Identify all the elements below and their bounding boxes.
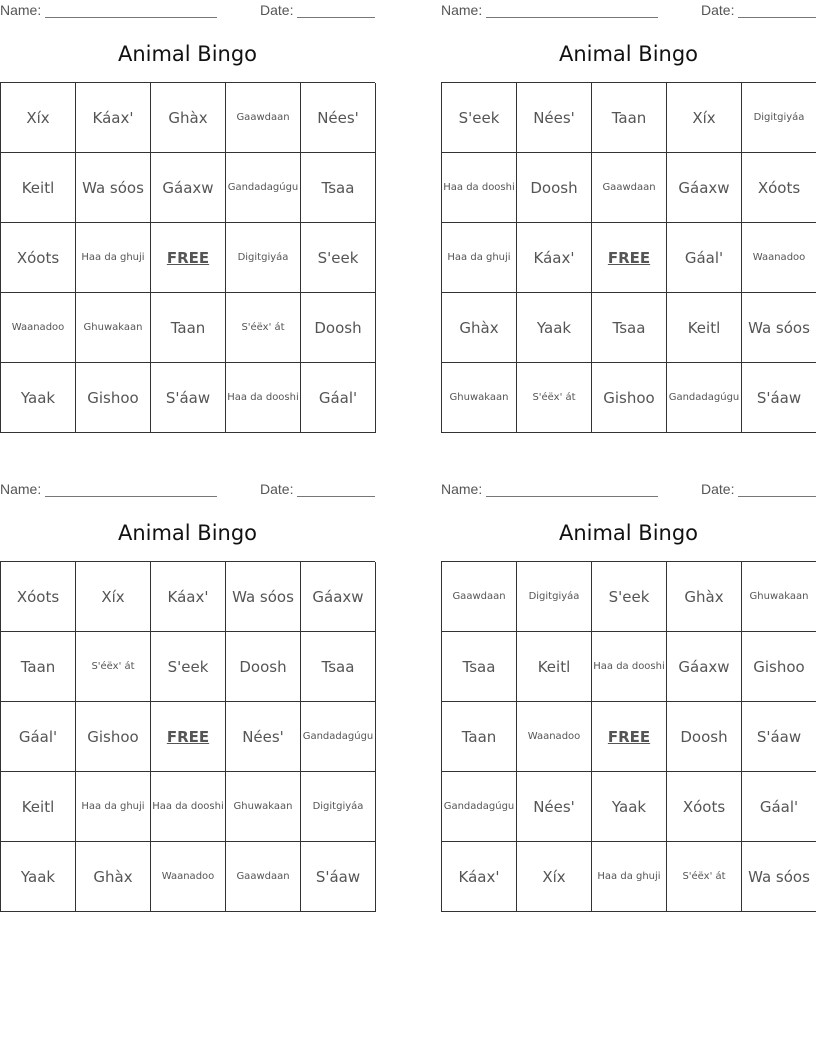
bingo-cell: Gandadagúgu (226, 153, 301, 223)
bingo-cell: Wa sóos (742, 293, 816, 363)
bingo-cell: Digitgiyáa (742, 83, 816, 153)
bingo-cell: Waanadoo (517, 702, 592, 772)
bingo-cell: Haa da dooshi (592, 632, 667, 702)
bingo-cell: Xóots (742, 153, 816, 223)
bingo-cell: Yaak (517, 293, 592, 363)
name-field (0, 2, 217, 18)
bingo-cell: Nées' (226, 702, 301, 772)
bingo-card (441, 0, 816, 440)
bingo-cell: S'éëx' át (667, 842, 742, 912)
bingo-cell: Digitgiyáa (301, 772, 376, 842)
bingo-cell: S'áaw (742, 363, 816, 433)
bingo-cell: Waanadoo (1, 293, 76, 363)
bingo-cell: Xóots (667, 772, 742, 842)
bingo-card (0, 0, 375, 440)
name-label: Name: (0, 481, 42, 497)
card-title: Animal Bingo (558, 42, 699, 66)
name-label: Name: (441, 2, 483, 18)
name-line (45, 3, 217, 18)
bingo-cell: Gáaxw (667, 632, 742, 702)
bingo-cell: Wa sóos (226, 562, 301, 632)
date-label: Date: (701, 481, 735, 497)
bingo-cell: Nées' (301, 83, 376, 153)
bingo-cell: Xóots (1, 223, 76, 293)
bingo-cell: Xóots (1, 562, 76, 632)
date-line (738, 482, 816, 497)
name-field (0, 481, 217, 497)
bingo-cell: Digitgiyáa (226, 223, 301, 293)
bingo-cell: Gáaxw (151, 153, 226, 223)
bingo-cell: Keitl (517, 632, 592, 702)
bingo-cell: Káax' (442, 842, 517, 912)
date-label: Date: (260, 481, 294, 497)
bingo-cell: Ghàx (442, 293, 517, 363)
bingo-cell: Keitl (667, 293, 742, 363)
bingo-card (441, 479, 816, 919)
bingo-grid (0, 561, 375, 912)
bingo-cell: Gandadagúgu (442, 772, 517, 842)
bingo-cell: Taan (151, 293, 226, 363)
name-line (45, 482, 217, 497)
date-field (260, 481, 375, 497)
bingo-cell: S'éëx' át (76, 632, 151, 702)
bingo-cell: Haa da ghuji (442, 223, 517, 293)
free-space: FREE (151, 223, 226, 293)
bingo-cell: Xíx (517, 842, 592, 912)
bingo-cell: Gishoo (76, 702, 151, 772)
bingo-cell: Gishoo (76, 363, 151, 433)
bingo-cell: Ghuwakaan (742, 562, 816, 632)
card-header (0, 481, 376, 499)
bingo-cell: Ghàx (151, 83, 226, 153)
date-field (701, 2, 816, 18)
bingo-cell: Doosh (301, 293, 376, 363)
bingo-grid (0, 82, 375, 433)
bingo-cell: S'éëx' át (226, 293, 301, 363)
bingo-cell: S'eek (301, 223, 376, 293)
bingo-cell: S'eek (151, 632, 226, 702)
date-line (738, 3, 816, 18)
bingo-grid (441, 561, 816, 912)
bingo-cell: S'áaw (151, 363, 226, 433)
bingo-cell: Xíx (76, 562, 151, 632)
bingo-cell: Tsaa (592, 293, 667, 363)
bingo-cell: Gaawdaan (226, 83, 301, 153)
free-space: FREE (151, 702, 226, 772)
bingo-cell: Doosh (517, 153, 592, 223)
bingo-cell: S'áaw (301, 842, 376, 912)
bingo-cell: Wa sóos (742, 842, 816, 912)
bingo-cell: S'áaw (742, 702, 816, 772)
bingo-cell: Ghàx (667, 562, 742, 632)
date-line (297, 3, 375, 18)
bingo-cell: Káax' (151, 562, 226, 632)
bingo-cell: Gáal' (742, 772, 816, 842)
bingo-cell: Gáaxw (667, 153, 742, 223)
bingo-cell: Yaak (592, 772, 667, 842)
bingo-cell: Nées' (517, 83, 592, 153)
bingo-cell: Tsaa (301, 632, 376, 702)
bingo-cell: Ghuwakaan (76, 293, 151, 363)
name-line (486, 3, 658, 18)
bingo-cell: Doosh (667, 702, 742, 772)
bingo-cell: Gáaxw (301, 562, 376, 632)
card-header (0, 2, 376, 20)
card-title: Animal Bingo (117, 42, 258, 66)
bingo-cell: Taan (592, 83, 667, 153)
bingo-cell: Yaak (1, 842, 76, 912)
bingo-cell: Taan (1, 632, 76, 702)
bingo-cell: Keitl (1, 153, 76, 223)
bingo-cell: Waanadoo (151, 842, 226, 912)
bingo-cell: Waanadoo (742, 223, 816, 293)
bingo-cell: S'eek (442, 83, 517, 153)
bingo-cell: Haa da ghuji (76, 223, 151, 293)
bingo-cell: S'éëx' át (517, 363, 592, 433)
bingo-cell: Wa sóos (76, 153, 151, 223)
name-label: Name: (441, 481, 483, 497)
free-space: FREE (592, 702, 667, 772)
bingo-cell: Haa da ghuji (592, 842, 667, 912)
bingo-cell: Xíx (667, 83, 742, 153)
bingo-cell: Ghuwakaan (226, 772, 301, 842)
bingo-cell: Xíx (1, 83, 76, 153)
bingo-cell: Gishoo (742, 632, 816, 702)
bingo-cell: Taan (442, 702, 517, 772)
bingo-cell: Gandadagúgu (667, 363, 742, 433)
bingo-cell: Gandadagúgu (301, 702, 376, 772)
bingo-cell: Digitgiyáa (517, 562, 592, 632)
bingo-cell: Haa da dooshi (442, 153, 517, 223)
bingo-cell: Gaawdaan (592, 153, 667, 223)
date-line (297, 482, 375, 497)
bingo-cell: Gáal' (1, 702, 76, 772)
name-field (441, 481, 658, 497)
bingo-cell: Haa da ghuji (76, 772, 151, 842)
bingo-cell: Nées' (517, 772, 592, 842)
bingo-cell: Doosh (226, 632, 301, 702)
bingo-grid (441, 82, 816, 433)
name-label: Name: (0, 2, 42, 18)
bingo-cell: Káax' (517, 223, 592, 293)
bingo-cell: Gaawdaan (442, 562, 517, 632)
card-title: Animal Bingo (117, 521, 258, 545)
bingo-cell: Gishoo (592, 363, 667, 433)
date-label: Date: (701, 2, 735, 18)
bingo-cell: Tsaa (301, 153, 376, 223)
bingo-cell: Haa da dooshi (226, 363, 301, 433)
card-header (441, 2, 816, 20)
date-field (260, 2, 375, 18)
name-field (441, 2, 658, 18)
bingo-cell: Ghuwakaan (442, 363, 517, 433)
free-space: FREE (592, 223, 667, 293)
bingo-cell: Yaak (1, 363, 76, 433)
date-label: Date: (260, 2, 294, 18)
bingo-cell: Gáal' (667, 223, 742, 293)
bingo-cell: Ghàx (76, 842, 151, 912)
bingo-cell: Káax' (76, 83, 151, 153)
bingo-cell: Keitl (1, 772, 76, 842)
date-field (701, 481, 816, 497)
card-header (441, 481, 816, 499)
bingo-card (0, 479, 375, 919)
bingo-cell: Gaawdaan (226, 842, 301, 912)
card-title: Animal Bingo (558, 521, 699, 545)
bingo-cell: Gáal' (301, 363, 376, 433)
bingo-cell: S'eek (592, 562, 667, 632)
name-line (486, 482, 658, 497)
bingo-cell: Haa da dooshi (151, 772, 226, 842)
bingo-cell: Tsaa (442, 632, 517, 702)
